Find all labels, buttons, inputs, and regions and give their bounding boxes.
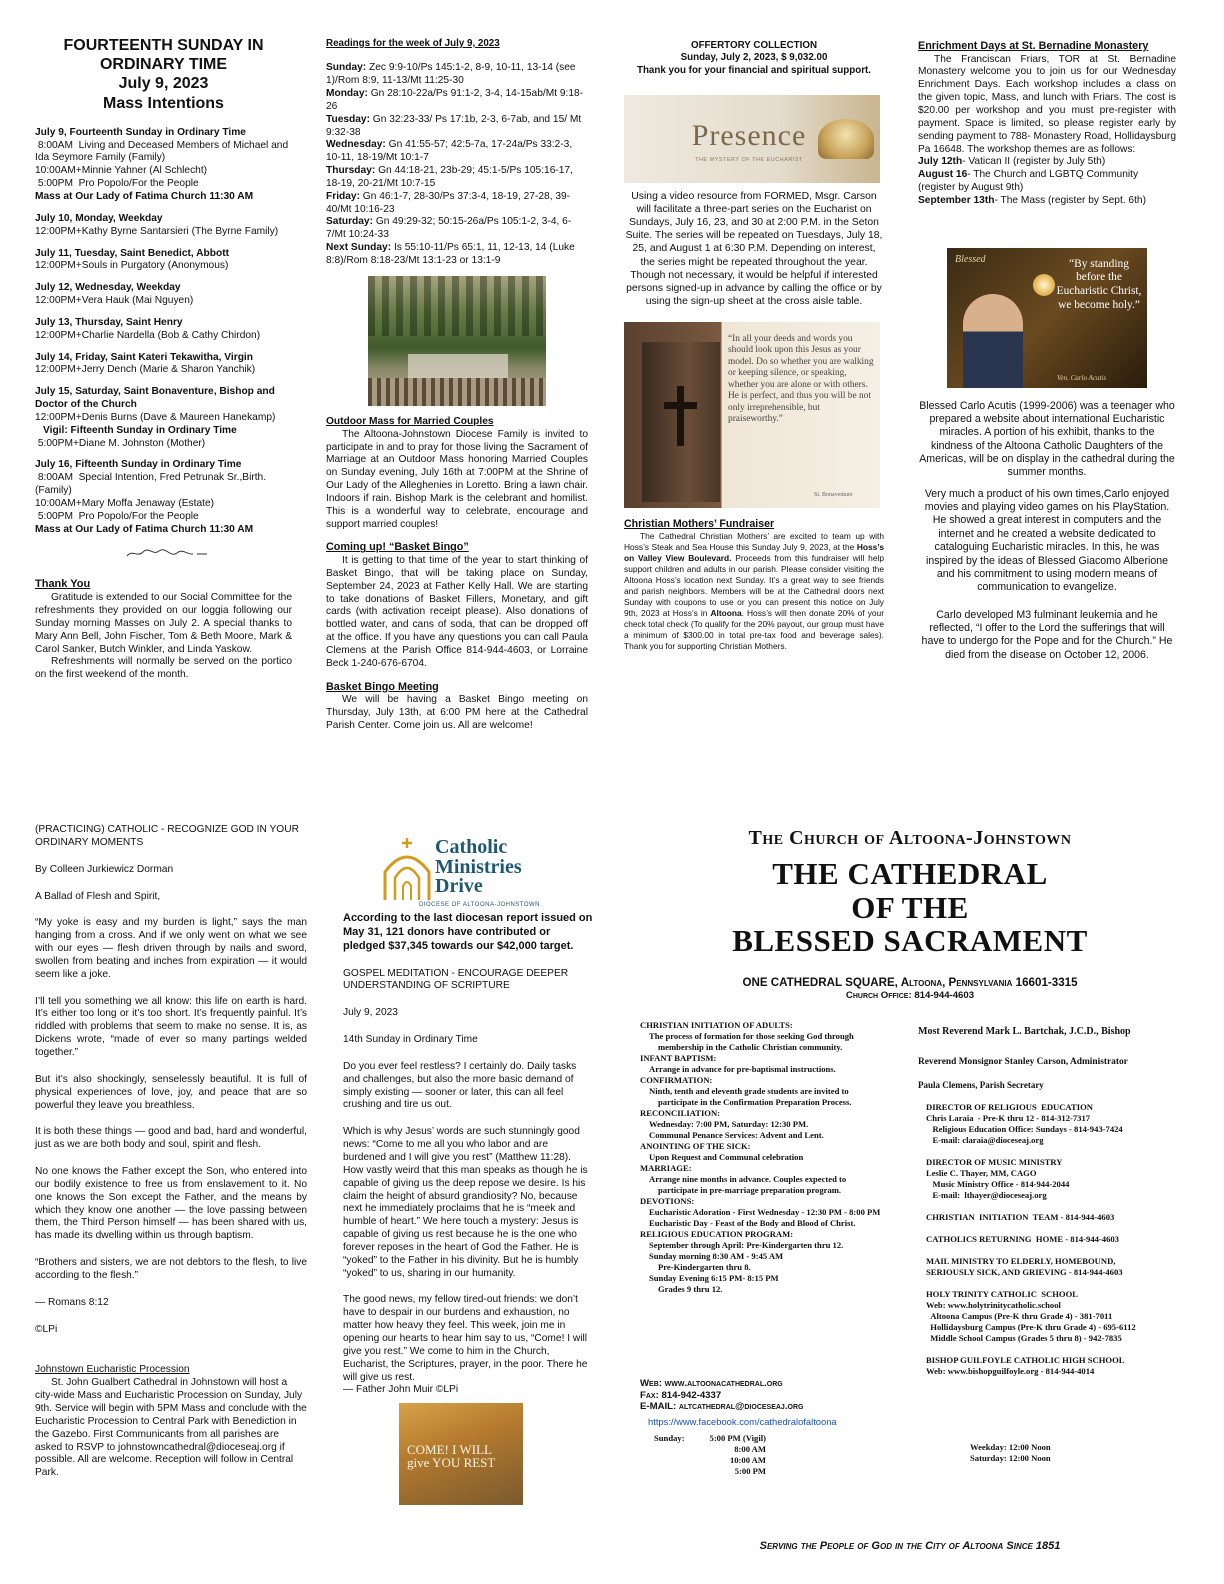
basket-bingo-title: Coming up! “Basket Bingo”	[326, 541, 469, 554]
cmd-word-3: Drive	[435, 875, 483, 898]
bonaventure-quote-card	[624, 322, 880, 508]
directory-detail: Altoona Campus (Pre-K thru Grade 4) - 381-7011	[926, 1311, 1113, 1321]
sacrament-detail: Eucharistic Adoration - First Wednesday - 12:30 PM - 8:00 PM	[649, 1207, 881, 1217]
sacrament-heading: RECONCILIATION:	[640, 1108, 721, 1118]
mothers-text-e: . Hoss’s will then donate 20% of your check total check (To qualify for the 20% payout, our group must have a minimum of $300.00 in total pre-tax food and beverage sales). Thank you for supporting Christian Mothers.	[624, 607, 884, 651]
practicing-catholic-paragraph: But it’s also shockingly, senselessly beautiful. It is full of physical experiences of love, joy, and peace that are so powerful they leave you breathless.	[35, 1073, 307, 1111]
practicing-catholic-paragraph: — Romans 8:12	[35, 1296, 109, 1308]
intention-day	[35, 352, 292, 378]
reading-citations: Gn 44:18-21, 23b-29; 45:1-5/Ps 105:16-17, 18-19, 20-21/Mt 10:7-15	[326, 165, 573, 189]
website-text: Web: www.altoonacathedral.org	[640, 1378, 783, 1389]
presence-word: Presence	[691, 119, 807, 153]
cathedral-title-2: OF THE	[851, 889, 969, 925]
sacrament-heading: DEVOTIONS:	[640, 1196, 695, 1206]
directory-detail: E-mail: claraia@dioceseaj.org	[926, 1135, 1044, 1145]
carlo-text-3: Carlo developed M3 fulminant leukemia and he reflected, “I offer to the Lord the sufferings that will have to undergo for the Pope and for the Church.” He died from the disease on October 12, 2006.	[921, 608, 1173, 661]
weekday-times: Weekday: 12:00 Noon	[970, 1442, 1051, 1452]
cmd-word-2: Ministries	[435, 855, 522, 878]
thankyou-note: Refreshments will normally be served on the portico on the first weekend of the month.	[35, 656, 292, 681]
procession-title: Johnstown Eucharistic Procession	[35, 1364, 190, 1376]
basket-bingo-text: It is getting to that time of the year to start thinking of Basket Bingo, that will be taking place on Sunday, September 24, 2023 at Father Kelly Hall. We are starting to take donations of Basket Fillers, Monetary, and gift cards (with activation receipt please). Also donations of bottled water, and cans of soda, that can be dropped off at the office. If you have any questions you can call Paula Clemens at the Parish Office 814-944-4603, or Lorraine Beck 1-240-676-6704.	[326, 555, 588, 669]
directory-detail: Leslie C. Thayer, MM, CAGO	[926, 1168, 1037, 1178]
intention-day-heading: July 14, Friday, Saint Kateri Tekawitha, Virgin	[35, 351, 253, 363]
sunday-mass-times	[640, 1433, 910, 1489]
enrichment-column	[918, 40, 1176, 662]
readings-title: Readings for the week of July 9, 2023	[326, 38, 500, 49]
directory-detail: Music Ministry Office - 814-944-2044	[926, 1179, 1070, 1189]
reading-entry	[326, 216, 588, 242]
enrichment-date-entry	[918, 156, 1176, 169]
intention-day	[35, 317, 292, 343]
practicing-catholic-subtitle: A Ballad of Flesh and Spirit,	[35, 890, 161, 902]
cross-icon	[677, 386, 684, 446]
intention-line: 12:00PM+Souls in Purgatory (Anonymous)	[35, 260, 229, 272]
secretary-name: Paula Clemens, Parish Secretary	[918, 1080, 1044, 1091]
intention-day-heading: July 12, Wednesday, Weekday	[35, 282, 181, 294]
reading-entry	[326, 139, 588, 165]
reading-entry	[326, 165, 588, 191]
intention-line: 10:00AM+Mary Moffa Jenaway (Estate)	[35, 498, 215, 509]
sacrament-detail: Sunday morning 8:30 AM - 9:45 AM	[649, 1251, 784, 1261]
footer-motto: Serving the People of God in the City of Altoona Since 1851	[759, 1540, 1061, 1552]
carlo-blessed-label: Blessed	[955, 253, 986, 265]
sacrament-heading: RELIGIOUS EDUCATION PROGRAM:	[640, 1229, 794, 1239]
directory-heading: MAIL MINISTRY TO ELDERLY, HOMEBOUND,	[926, 1256, 1116, 1266]
reading-citations: Gn 46:1-7, 28-30/Ps 37:3-4, 18-19, 27-28, 39-40/Mt 10:16-23	[326, 190, 571, 215]
directory-entry	[926, 1102, 1188, 1146]
offertory-thanks: Thank you for your financial and spiritual support.	[636, 64, 872, 76]
sacrament-detail: Ninth, tenth and eleventh grade students are invited to	[649, 1086, 849, 1096]
directory-detail: Web: www.holytrinitycatholic.school	[926, 1300, 1061, 1310]
signature-mark-graphic	[119, 546, 209, 562]
reading-citations: Gn 49:29-32; 50:15-26a/Ps 105:1-2, 3-4, 6-7/Mt 10:24-33	[326, 216, 572, 241]
bingo-meeting-text: We will be having a Basket Bingo meeting on Thursday, July 13th, at 6:00 PM here at the Cathedral Parish Center. Come join us. All are welcome!	[326, 694, 588, 731]
church-name: The Church of Altoona-Johnstown	[748, 827, 1072, 849]
intention-line: 12:00PM+Jerry Dench (Marie & Sharon Yanchik)	[35, 364, 256, 376]
monstrance-icon	[1033, 274, 1055, 296]
title-line-1: FOURTEENTH SUNDAY IN	[63, 37, 264, 54]
gospel-meditation-signature: — Father John Muir ©LPi	[343, 1384, 459, 1396]
cathedral-cover	[630, 826, 1190, 1002]
practicing-catholic-paragraph: ©LPi	[35, 1323, 58, 1335]
saturday-times: Saturday: 12:00 Noon	[970, 1453, 1051, 1464]
reading-entry	[326, 114, 588, 140]
presence-subtitle: THE MYSTERY OF THE EUCHARIST	[695, 157, 803, 164]
enrichment-date: August 16	[918, 169, 968, 181]
contact-block	[640, 1378, 910, 1489]
directory-entry	[926, 1256, 1188, 1278]
practicing-catholic-title: (PRACTICING) CATHOLIC - RECOGNIZE GOD IN YOUR ORDINARY MOMENTS	[35, 824, 299, 848]
reading-citations: Is 55:10-11/Ps 65:1, 11, 12-13, 14 (Luke 8:8)/Rom 8:18-23/Mt 13:1-23 or 13:1-9	[326, 242, 575, 266]
outdoor-mass-photo	[368, 276, 546, 406]
practicing-catholic-paragraph: “My yoke is easy and my burden is light,” says the man hanging from a cross. And if we only went on what we see with our eyes — flesh driven through by nails and sword, swollen from beating and inches from expiration — it would seem like a joke.	[35, 917, 307, 980]
reading-citations: Gn 41:55-57; 42:5-7a, 17-24a/Ps 33:2-3, 10-11, 18-19/Mt 10:1-7	[326, 139, 573, 164]
sacrament-detail: Sunday Evening 6:15 PM- 8:15 PM	[649, 1273, 779, 1283]
intentions-list	[35, 127, 292, 537]
reading-day: Saturday:	[326, 216, 373, 228]
sacrament-detail: Grades 9 thru 12.	[658, 1284, 723, 1294]
facebook-link[interactable]: https://www.facebook.com/cathedralofaltoona	[648, 1415, 837, 1427]
fax-text: Fax: 814-942-4337	[640, 1389, 722, 1401]
reading-day: Thursday:	[326, 165, 376, 177]
bingo-meeting-title: Basket Bingo Meeting	[326, 680, 439, 693]
directory-entry	[926, 1289, 1188, 1344]
sacrament-detail: participate in pre-marriage preparation program.	[658, 1185, 842, 1195]
come-rest-image	[399, 1403, 523, 1505]
reading-day: Sunday:	[326, 62, 367, 74]
sunday-times-list	[698, 1433, 766, 1477]
gospel-meditation-date: July 9, 2023	[343, 1007, 398, 1019]
sacrament-heading: INFANT BAPTISM:	[640, 1053, 717, 1063]
directory-detail: SERIOUSLY SICK, AND GRIEVING - 814-944-4603	[926, 1267, 1123, 1277]
sunday-mass-time: 10:00 AM	[729, 1455, 766, 1466]
intention-day-heading: July 10, Monday, Weekday	[35, 212, 163, 224]
cmd-logo	[343, 830, 593, 912]
carlo-acutis-image	[947, 248, 1147, 388]
email-text: E-MAIL: altcathedral@dioceseaj.org	[640, 1401, 804, 1412]
intention-day	[35, 386, 292, 450]
sacrament-heading: ANOINTING OF THE SICK:	[640, 1141, 751, 1151]
intention-line: 8:00AM Living and Deceased Members of Michael and Ida Seymore Family (Family)	[35, 139, 291, 164]
sacrament-detail: Arrange nine months in advance. Couples expected to	[649, 1174, 847, 1184]
chalice-icon	[818, 119, 874, 159]
cross-icon-bar	[664, 402, 697, 409]
intention-line: 12:00PM+Charlie Nardella (Bob & Cathy Chirdon)	[35, 329, 261, 341]
cmd-word-1: Catholic	[435, 836, 508, 858]
mothers-text-a: The Cathedral Christian Mothers’ are excited to team up with Hoss’s Steak and Sea House this Sunday July 9, 2023, at the	[624, 531, 884, 553]
practicing-catholic-body	[35, 917, 307, 1336]
sacraments-list	[640, 1020, 922, 1295]
gospel-meditation-column	[343, 830, 593, 1505]
cmd-wordmark	[435, 838, 522, 897]
directory-detail: Hollidaysburg Campus (Pre-K thru Grade 4) - 695-6112	[926, 1322, 1136, 1332]
reading-day: Tuesday:	[326, 113, 370, 125]
title-line-4: Mass Intentions	[103, 94, 224, 112]
directory-heading: DIRECTOR OF RELIGIOUS EDUCATION	[926, 1102, 1093, 1112]
cathedral-address: ONE CATHEDRAL SQUARE, Altoona, Pennsylvania 16601-3315	[742, 975, 1078, 989]
sacrament-detail: September through April: Pre-Kindergarten thru 12.	[649, 1240, 844, 1250]
carlo-signature: Ven. Carlo Acutis	[1057, 373, 1107, 382]
mass-leadership	[918, 1026, 1190, 1092]
carlo-text-1: Blessed Carlo Acutis (1999-2006) was a teenager who prepared a website about international Eucharistic miracles. A portion of his exhibit, thanks to the kindness of the Altoona Catholic Daughters of the Americas, will be on display in the cathedral during the summer months.	[919, 399, 1175, 479]
intention-vigil-heading: Vigil: Fifteenth Sunday in Ordinary Time	[43, 424, 237, 436]
signature-mark	[35, 546, 292, 567]
reading-entry	[326, 62, 588, 88]
intention-day	[35, 282, 292, 308]
enrichment-date: July 12th	[918, 156, 963, 168]
presence-text: Using a video resource from FORMED, Msgr. Carson will facilitate a three-part series on the Eucharist on Sundays, July 16, 23, and 30 at 2:00 P.M. in the Seton Suite. The series will be repeated on Tuesdays, July 18, 25, and August 1 at 6:30 P.M. Depending on interest, the series might be repeated throughout the year. Though not necessary, it would be helpful if interested persons signed-up in advance by calling the office or by using the sign-up sheet at the cross aisle table.	[625, 191, 883, 307]
gospel-meditation-p1: Do you ever feel restless? I certainly do. Daily tasks and challenges, but also the more basic demand of simply existing — sooner or later, this can all feel crushing and tire us out.	[343, 1060, 577, 1111]
intention-line: 12:00PM+Kathy Byrne Santarsieri (The Byrne Family)	[35, 225, 279, 237]
enrichment-dates	[918, 156, 1176, 207]
intention-day	[35, 248, 292, 274]
intention-line: 12:00PM+Vera Hauk (Mai Nguyen)	[35, 295, 194, 307]
title-line-2: ORDINARY TIME	[99, 56, 228, 74]
reading-day: Monday:	[326, 88, 368, 100]
gospel-meditation-p3: The good news, my fellow tired-out friends: we don’t have to despair in our burdens and exhaustion, no matter how heavy they feel. This week, join me in opening our hearts to hear him say to us, “Come! I will give you rest.” We come to him in the Church, Eucharist, the Scriptures, prayer, in the poor. There he will give us rest.	[343, 1294, 588, 1383]
gospel-meditation-sunday: 14th Sunday in Ordinary Time	[343, 1034, 478, 1046]
mass-intentions-column	[35, 36, 292, 682]
cathedral-logo-icon	[377, 834, 437, 904]
sacrament-detail: Eucharistic Day - Feast of the Body and Blood of Christ.	[649, 1218, 856, 1228]
enrichment-date: September 13th	[918, 194, 995, 206]
directory-entry	[926, 1212, 1188, 1223]
reading-day: Friday:	[326, 190, 360, 202]
reading-entry	[326, 88, 588, 114]
directory-detail: Chris Laraia - Pre-K thru 12 - 814-312-7317	[926, 1113, 1091, 1123]
readings-column	[326, 38, 588, 733]
reading-day: Wednesday:	[326, 139, 386, 151]
directory-detail: E-mail: lthayer@dioceseaj.org	[926, 1190, 1047, 1200]
cathedral-title	[630, 857, 1190, 957]
cmd-report: According to the last diocesan report issued on May 31, 121 donors have contributed or pledged $37,345 towards our $42,000 target.	[343, 912, 593, 952]
sacrament-detail: The process of formation for those seeking God through	[649, 1031, 854, 1041]
intention-line: 5:00PM Pro Popolo/For the People	[35, 178, 199, 190]
practicing-catholic-paragraph: “Brothers and sisters, we are not debtors to the flesh, to live according to the flesh.”	[35, 1257, 307, 1281]
intention-day	[35, 127, 292, 204]
sacrament-heading: CHRISTIAN INITIATION OF ADULTS:	[640, 1020, 793, 1030]
mothers-text-d: Altoona	[710, 607, 742, 618]
carlo-portrait	[963, 294, 1023, 388]
intention-line: 12:00PM+Denis Burns (Dave & Maureen Hanekamp)	[35, 411, 276, 423]
intention-day	[35, 459, 292, 536]
come-rest-text: COME! I WILL give YOU REST	[407, 1442, 496, 1471]
intention-fatima-mass: Mass at Our Lady of Fatima Church 11:30 AM	[35, 190, 254, 202]
practicing-catholic-author: By Colleen Jurkiewicz Dorman	[35, 863, 174, 875]
outdoor-mass-title: Outdoor Mass for Married Couples	[326, 415, 494, 427]
intention-line: 5:00PM+Diane M. Johnston (Mother)	[35, 437, 206, 449]
enrichment-intro: The Franciscan Friars, TOR at St. Bernadine Monastery welcome you to join us for our Wednesday Enrichment Days. Each workshop includes a class on the given topic, Mass, and lunch with Friars. The cost is $20.00 per workshop and you must pre-register with payment. Space is limited, so please register early by sending payment to 788- Monastery Road, Hollidaysburg Pa 16648. The workshop themes are as follows:	[918, 53, 1176, 155]
bishop-name: Most Reverend Mark L. Bartchak, J.C.D., Bishop	[918, 1026, 1131, 1037]
intention-day-heading: July 16, Fifteenth Sunday in Ordinary Time	[35, 459, 242, 471]
mothers-text-b: Hoss’s on Valley View Boulevard.	[624, 542, 884, 564]
procession-text: St. John Gualbert Cathedral in Johnstown will host a city-wide Mass and Eucharistic Procession on Sunday, July 9th. Service will begin with 5PM Mass and conclude with the Eucharistic Procession to Central Park with Benediction in the Gazebo. First Communicants from all parishes are asked to RSVP to johnstowncathedral@dioceseaj.org if possible. All are welcome. Reception will follow in Central Park.	[35, 1377, 307, 1479]
enrichment-topic: - Vatican II (register by July 5th)	[962, 156, 1106, 168]
sacrament-detail: Arrange in advance for pre-baptismal instructions.	[649, 1064, 836, 1074]
presence-banner	[624, 95, 880, 183]
intention-day-heading: July 11, Tuesday, Saint Benedict, Abbott	[35, 247, 229, 259]
intention-day	[35, 213, 292, 239]
intention-fatima-mass: Mass at Our Lady of Fatima Church 11:30 AM	[35, 523, 254, 535]
practicing-catholic-column	[35, 824, 307, 1480]
cmd-diocese: DIOCESE OF ALTOONA-JOHNSTOWN	[419, 902, 541, 908]
sunday-mass-time: 8:00 AM	[734, 1444, 766, 1455]
intention-line: 5:00PM Pro Popolo/For the People	[35, 510, 199, 522]
directory-detail: Web: www.bishopguilfoyle.org - 814-944-4014	[926, 1366, 1095, 1376]
directory-heading: CATHOLICS RETURNING HOME - 814-944-4603	[926, 1234, 1119, 1244]
weekday-mass-times	[970, 1442, 1130, 1464]
bonaventure-quote: “In all your deeds and words you should look upon this Jesus as your model. Do so whether you are walking or keeping silence, or speaking, whether you are alone or with others. He is perfect, and thus you will be not only irreprehensible, but praiseworthy.”	[728, 334, 874, 425]
thankyou-text: Gratitude is extended to our Social Committee for the refreshments they provided on our loggia following our Sunday morning Masses on July 2. A special thanks to Mary Ann Bell, John Fischer, Tom & Beth Moore, Mark & Carol Sanker, Butch Winkler, and Linda Yaskow.	[35, 592, 292, 655]
church-office-phone: Church Office: 814-944-4603	[845, 990, 975, 1002]
carlo-text-2: Very much a product of his own times,Carlo enjoyed movies and playing video games on his PlayStation. He showed a great interest in computers and the internet and he created a website dedicated to cataloguing Eucharistic miracles. In this, he was inspired by the ideas of Blessed Giacomo Alberione and his commitment to using modern means of communication to evangelize.	[924, 487, 1170, 594]
administrator-name: Reverend Monsignor Stanley Carson, Administrator	[918, 1056, 1128, 1067]
directory-heading: BISHOP GUILFOYLE CATHOLIC HIGH SCHOOL	[926, 1355, 1125, 1365]
intention-day-heading: July 9, Fourteenth Sunday in Ordinary Time	[35, 126, 246, 138]
practicing-catholic-paragraph: I’ll tell you something we all know: this life on earth is hard. It’s either too long or it’s too short. It’s frequently painful. It’s riddled with problems that seem to make no sense. It is, as Dickens wrote, “made of ever so many partings welded together.”	[35, 995, 307, 1058]
enrichment-date-entry	[918, 169, 1176, 195]
intention-day-heading: July 15, Saturday, Saint Bonaventure, Bishop and Doctor of the Church	[35, 386, 275, 411]
directory-entry	[926, 1234, 1188, 1245]
directory-heading: DIRECTOR OF MUSIC MINISTRY	[926, 1157, 1063, 1167]
intention-line: 8:00AM Special Intention, Fred Petrunak Sr.,Birth. (Family)	[35, 472, 269, 497]
outdoor-mass-text: The Altoona-Johnstown Diocese Family is invited to participate in and to pray for those living the Sacrament of Marriage at an Outdoor Mass honoring Married Couples on Sunday evening, July 16th at 7:00PM at the Shrine of Our Lady of the Alleghenies in Loretto. Bring a lawn chair. Indoors if rain. Bishop Mark is the celebrant and homilist. This is a wonderful way to celebrate, encourage and support married couples!	[326, 428, 588, 530]
sacrament-detail: Wednesday: 7:00 PM, Saturday: 12:30 PM.	[649, 1119, 809, 1129]
title-line-3: July 9, 2023	[118, 75, 209, 93]
sacrament-detail: participate in the Confirmation Preparation Process.	[658, 1097, 852, 1107]
offertory-block	[624, 40, 884, 77]
bonaventure-author: St. Bonaventure	[814, 492, 853, 499]
intention-line: 10:00AM+Minnie Yahner (Al Schlecht)	[35, 165, 208, 177]
sunday-mass-time: 5:00 PM (Vigil)	[709, 1433, 766, 1444]
reading-citations: Gn 32:23-33/ Ps 17:1b, 2-3, 6-7ab, and 15/ Mt 9:32-38	[326, 113, 582, 138]
sacrament-heading: MARRIAGE:	[640, 1163, 692, 1173]
enrichment-title: Enrichment Days at St. Bernadine Monastery	[918, 40, 1149, 52]
sacrament-detail: Upon Request and Communal celebration	[649, 1152, 804, 1162]
directory-entry	[926, 1355, 1188, 1377]
enrichment-date-entry	[918, 195, 1176, 208]
reading-day: Next Sunday:	[326, 242, 392, 254]
sacrament-detail: Communal Penance Services: Advent and Lent.	[649, 1130, 824, 1140]
intention-day-heading: July 13, Thursday, Saint Henry	[35, 316, 183, 328]
reading-entry	[326, 242, 588, 268]
enrichment-topic: - The Mass (register by Sept. 6th)	[994, 194, 1146, 206]
directory-entry	[926, 1157, 1188, 1201]
mothers-fundraiser-text	[624, 531, 884, 651]
thankyou-title: Thank You	[35, 578, 91, 591]
directory-detail: Middle School Campus (Grades 5 thru 8) - 942-7835	[926, 1333, 1122, 1343]
gospel-meditation-title: GOSPEL MEDITATION - ENCOURAGE DEEPER UNDERSTANDING OF SCRIPTURE	[343, 967, 569, 992]
carlo-quote: “By standing before the Eucharistic Christ, we become holy.”	[1056, 257, 1142, 311]
cathedral-title-3: BLESSED SACRAMENT	[732, 923, 1088, 959]
sacrament-heading: CONFIRMATION:	[640, 1075, 713, 1085]
reading-citations: Gn 28:10-22a/Ps 91:1-2, 3-4, 14-15ab/Mt 9:18-26	[326, 88, 584, 112]
directory-heading: HOLY TRINITY CATHOLIC SCHOOL	[926, 1289, 1079, 1299]
sacrament-detail: Pre-Kindergarten thru 8.	[658, 1262, 751, 1272]
offertory-amount: Sunday, July 2, 2023, $ 9,032.00	[680, 52, 828, 64]
cathedral-title-1: THE CATHEDRAL	[772, 856, 1048, 892]
practicing-catholic-paragraph: It is both these things — good and bad, hard and wonderful, just as we are both body and soul, spirit and flesh.	[35, 1126, 307, 1151]
enrichment-topic: - The Church and LGBTQ Community (register by August 9th)	[918, 169, 1139, 194]
sunday-mass-time: 5:00 PM	[734, 1466, 766, 1477]
reading-citations: Zec 9:9-10/Ps 145:1-2, 8-9, 10-11, 13-14 (see 1)/Rom 8:9, 11-13/Mt 11:25-30	[326, 62, 576, 87]
reading-entry	[326, 191, 588, 217]
offertory-column	[624, 40, 884, 652]
gospel-meditation-p2: Which is why Jesus’ words are such stunningly good news: “Come to me all you who labor and are burdened and I will give you rest” (Matthew 11:28). How vastly weird that this man speaks as though he is capable of giving us the deep repose we desire. Is his claim the height of absurd grandiosity? No, because next he immediately proclaims that he is “meek and humble of heart.” We here touch a mystery: Jesus is capable of giving us rest because he is the one who forever reposes in the heart of God the Father. He is “yoked” to the Father in his divinity. But he is humbly “yoked” to us, sharing in our humanity.	[343, 1126, 588, 1279]
directory-heading: CHRISTIAN INITIATION TEAM - 814-944-4603	[926, 1212, 1115, 1222]
readings-list	[326, 62, 588, 268]
offertory-heading: OFFERTORY COLLECTION	[690, 40, 818, 51]
sacrament-detail: membership in the Catholic Christian community.	[658, 1042, 843, 1052]
mothers-fundraiser-title: Christian Mothers’ Fundraiser	[624, 518, 775, 531]
sunday-label: Sunday:	[654, 1433, 685, 1444]
directory-list	[926, 1102, 1188, 1388]
practicing-catholic-paragraph: No one knows the Father except the Son, who entered into our bodily existence to free us from enslavement to it. No one knows the Son except the Father, and the means by which they know one another — the love passing between them, the Third Person himself — has been shared with us, has made its dwelling within us through baptism.	[35, 1166, 307, 1242]
mass-intentions-title	[35, 36, 292, 113]
mothers-text-c: Proceeds from this fundraiser will help support children and adults in our parish. Please consider visiting the Altoona Hoss’s location next Sunday. It’s a great way to see friends and parish neighbors. Members will be at the Cathedral doors next Sunday with coupons to use or you can present this notice on July 9th, 2023 at Hoss’s in	[624, 553, 884, 618]
directory-detail: Religious Education Office: Sundays - 814-943-7424	[926, 1124, 1123, 1134]
